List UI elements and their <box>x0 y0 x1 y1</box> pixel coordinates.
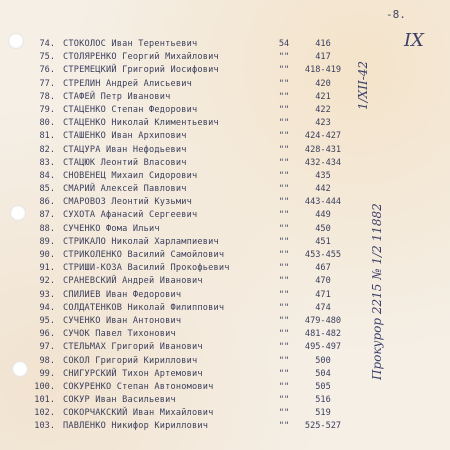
page-reference: 428-431 <box>304 144 342 155</box>
page-reference: 474 <box>315 302 331 313</box>
page-reference: 421 <box>315 91 331 102</box>
person-name: СТАЦЮК Леонтий Власович <box>63 157 187 168</box>
row-number: 79. <box>39 104 55 115</box>
column-1-value: "" <box>278 104 290 115</box>
row-number: 91. <box>39 263 55 274</box>
person-name: СОКУР Иван Васильевич <box>63 395 176 406</box>
person-name: СТРЕЛИН Андрей Алисьевич <box>63 78 192 89</box>
page-reference: 451 <box>315 236 331 247</box>
row-number: 100. <box>34 381 55 392</box>
page-reference: 420 <box>315 78 331 89</box>
page-reference: 504 <box>315 368 331 379</box>
person-name: СУХОТА Афанасий Сергеевич <box>63 210 198 221</box>
column-1-value: "" <box>278 315 290 326</box>
person-name: СТЕЛЬМАХ Григорий Иванович <box>63 342 203 353</box>
row-number: 80. <box>39 118 55 129</box>
row-number: 103. <box>34 421 55 432</box>
list-item <box>0 38 450 51</box>
column-1-value: "" <box>278 144 290 155</box>
column-1-value: "" <box>278 118 290 129</box>
page-reference: 424-427 <box>304 131 342 142</box>
person-name: СНИГУРСКИЙ Тихон Артемович <box>63 368 203 379</box>
row-number: 90. <box>39 250 55 260</box>
column-1-value: "" <box>278 276 290 287</box>
column-1-value: "" <box>278 289 290 300</box>
row-number: 75. <box>39 52 55 63</box>
list-item <box>0 183 450 196</box>
column-1-value: "" <box>278 342 290 353</box>
person-name: СТРЕМЕЦКИЙ Григорий Иосифович <box>63 65 219 76</box>
row-number: 94. <box>39 302 55 313</box>
page-number: -8. <box>386 8 406 21</box>
person-name: СТОЛЯРЕНКО Георгий Михайлович <box>63 52 219 63</box>
list-item <box>0 157 450 170</box>
row-number: 85. <box>39 184 55 195</box>
row-number: 96. <box>39 329 55 340</box>
person-name: СНОВЕНЕЦ Михаил Сидорович <box>63 170 198 181</box>
page-reference: 449 <box>315 210 331 221</box>
person-name: СТАЦЕНКО Степан Федорович <box>63 104 198 115</box>
person-name: СОЛДАТЕНКОВ Николай Филиппович <box>63 302 225 313</box>
page-reference: 500 <box>315 355 331 366</box>
row-number: 101. <box>34 395 55 406</box>
handwritten-corner-mark: IX <box>404 30 424 51</box>
column-1-value: "" <box>278 184 290 195</box>
page-reference: 471 <box>315 289 331 300</box>
person-name: ПАВЛЕНКО Никифор Кириллович <box>63 421 209 432</box>
row-number: 87. <box>39 210 55 221</box>
list-item <box>0 78 450 91</box>
handwritten-note: Прокурор 2215 № 1/2 11882 <box>370 203 384 380</box>
column-1-value: "" <box>278 170 290 181</box>
page-reference: 525-527 <box>304 421 342 432</box>
column-1-value: "" <box>278 329 290 340</box>
column-1-value: "" <box>278 250 290 260</box>
row-number: 88. <box>39 223 55 234</box>
column-1-value: "" <box>278 197 290 208</box>
person-name: СМАРИЙ Алексей Павлович <box>63 184 187 195</box>
list-item <box>0 407 450 420</box>
row-number: 86. <box>39 197 55 208</box>
column-1-value: "" <box>278 65 290 76</box>
person-name: СРАНЕВСКИЙ Андрей Иванович <box>63 276 203 287</box>
page-reference: 495-497 <box>304 342 342 353</box>
column-1-value: "" <box>278 368 290 379</box>
column-1-value: "" <box>278 91 290 102</box>
list-item <box>0 104 450 117</box>
person-name: СМАРОВОЗ Леонтий Кузьмич <box>63 197 192 208</box>
page-reference: 519 <box>315 408 331 419</box>
column-1-value: "" <box>278 263 290 274</box>
person-name: СТРИКАЛО Николай Харлампиевич <box>63 236 219 247</box>
row-number: 84. <box>39 170 55 181</box>
person-name: СОКУРЕНКО Степан Автономович <box>63 381 214 392</box>
column-1-value: "" <box>278 408 290 419</box>
page-reference: 423 <box>315 118 331 129</box>
column-1-value: "" <box>278 157 290 168</box>
column-1-value: "" <box>278 210 290 221</box>
person-name: СУЧОК Павел Тихонович <box>63 329 176 340</box>
list-item <box>0 381 450 394</box>
row-number: 93. <box>39 289 55 300</box>
page-reference: 481-482 <box>304 329 342 340</box>
row-number: 97. <box>39 342 55 353</box>
column-1-value: "" <box>278 52 290 63</box>
list-item <box>0 117 450 130</box>
handwritten-note: 1/XII-42 <box>356 60 370 110</box>
page-reference: 442 <box>315 184 331 195</box>
person-name: СТАШЕНКО Иван Архипович <box>63 131 187 142</box>
column-1-value: "" <box>278 395 290 406</box>
list-item <box>0 170 450 183</box>
list-item <box>0 144 450 157</box>
list-item <box>0 394 450 407</box>
person-name: СУЧЕНКО Иван Антонович <box>63 315 182 326</box>
page-reference: 432-434 <box>304 157 342 168</box>
list-item <box>0 91 450 104</box>
column-1-value: "" <box>278 236 290 247</box>
column-1-value: "" <box>278 302 290 313</box>
row-number: 89. <box>39 236 55 247</box>
page-reference: 416 <box>315 39 331 49</box>
page-reference: 470 <box>315 276 331 287</box>
row-number: 102. <box>34 408 55 419</box>
column-1-value: "" <box>278 355 290 366</box>
person-name: СТРИШИ-КОЗА Василий Прокофьевич <box>63 263 230 274</box>
row-number: 83. <box>39 157 55 168</box>
column-1-value: "" <box>278 78 290 89</box>
person-name: СТАФЕЙ Петр Иванович <box>63 91 171 102</box>
row-number: 74. <box>39 39 55 49</box>
page-reference: 467 <box>315 263 331 274</box>
page-reference: 450 <box>315 223 331 234</box>
column-1-value: "" <box>278 131 290 142</box>
row-number: 77. <box>39 78 55 89</box>
row-number: 95. <box>39 315 55 326</box>
list-item <box>0 420 450 433</box>
list-item <box>0 51 450 64</box>
person-name: СТОКОЛОС Иван Терентьевич <box>63 39 198 49</box>
list-item <box>0 64 450 77</box>
person-name: СПИЛИЕВ Иван Федорович <box>63 289 182 300</box>
row-number: 82. <box>39 144 55 155</box>
page-reference: 422 <box>315 104 331 115</box>
person-name: СОКОЛ Григорий Кириллович <box>63 355 198 366</box>
column-1-value: "" <box>278 381 290 392</box>
column-1-value: 54 <box>278 39 290 49</box>
column-1-value: "" <box>278 421 290 432</box>
row-number: 76. <box>39 65 55 76</box>
list-item <box>0 130 450 143</box>
row-number: 99. <box>39 368 55 379</box>
page-reference: 418-419 <box>304 65 342 76</box>
person-name: СУЧЕНКО Фома Ильич <box>63 223 160 234</box>
page-reference: 443-444 <box>304 197 342 208</box>
row-number: 81. <box>39 131 55 142</box>
page-reference: 435 <box>315 170 331 181</box>
row-number: 98. <box>39 355 55 366</box>
person-name: СТАЦУРА Иван Нефодьевич <box>63 144 187 155</box>
page-reference: 516 <box>315 395 331 406</box>
row-number: 92. <box>39 276 55 287</box>
person-name: СТАЦЕНКО Николай Климентьевич <box>63 118 219 129</box>
person-name: СОКОРЧАКСКИЙ Иван Михайлович <box>63 408 214 419</box>
page-reference: 479-480 <box>304 315 342 326</box>
page-reference: 453-455 <box>304 250 342 260</box>
column-1-value: "" <box>278 223 290 234</box>
row-number: 78. <box>39 91 55 102</box>
person-name: СТРИКОЛЕНКО Василий Самойлович <box>63 250 225 260</box>
page-reference: 417 <box>315 52 331 63</box>
page-reference: 505 <box>315 381 331 392</box>
